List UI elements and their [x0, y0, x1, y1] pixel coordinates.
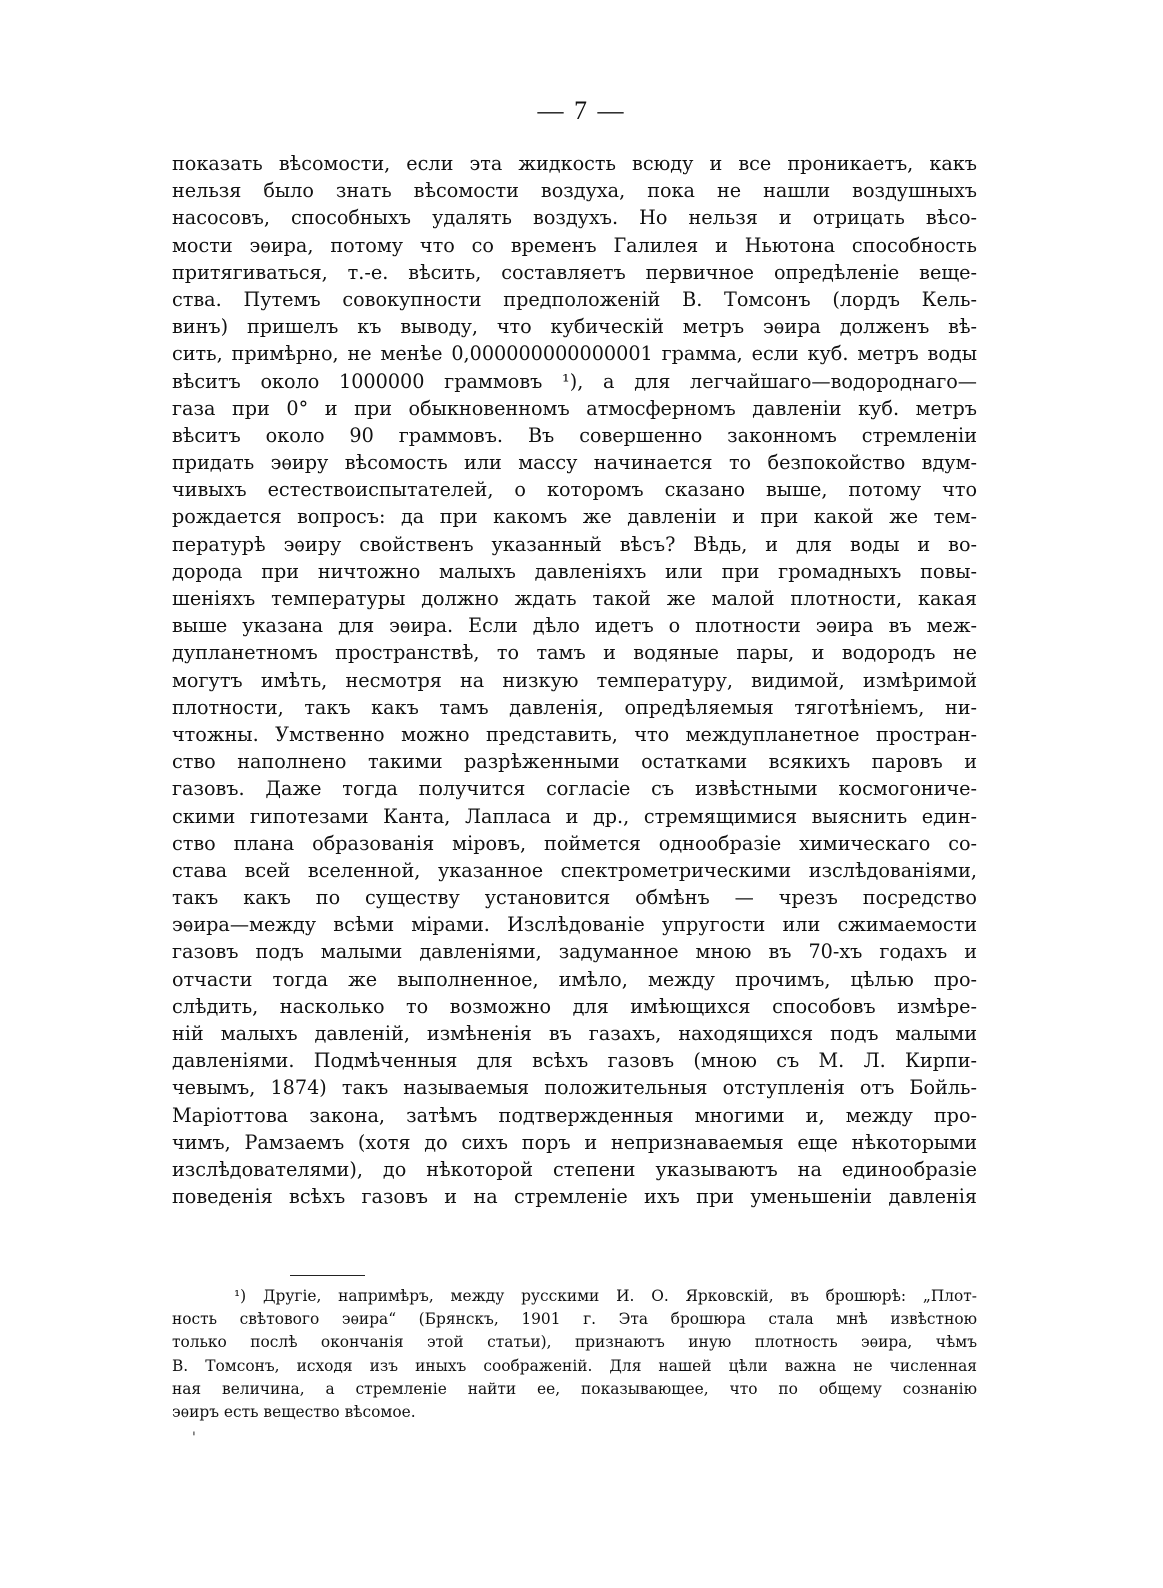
body-line: насосовъ, способныхъ удалять воздухъ. Но нельзя и отрицать вѣсо-	[172, 206, 977, 230]
body-line: ство наполнено такими разрѣженными остатками всякихъ паровъ и	[172, 750, 977, 774]
body-line: сить, примѣрно, не менѣе 0,000000000000001 грамма, если куб. метръ воды	[172, 342, 977, 366]
body-line: пературѣ эѳиру свойственъ указанный вѣсъ? Вѣдь, и для воды и во-	[172, 532, 977, 556]
body-line: става всей вселенной, указанное спектрометрическими изслѣдованіями,	[172, 858, 977, 882]
stray-print-mark: '	[192, 1430, 196, 1446]
body-line: отчасти тогда же выполненное, имѣло, между прочимъ, цѣлью про-	[172, 967, 977, 991]
body-line: газа при 0° и при обыкновенномъ атмосферномъ давленіи куб. метръ	[172, 396, 977, 420]
footnote-line: ная величина, а стремленіе найти ее, показывающее, что по общему сознанію	[172, 1379, 977, 1398]
body-line: поведенія всѣхъ газовъ и на стремленіе ихъ при уменьшеніи давленія	[172, 1185, 977, 1209]
body-line: чивыхъ естествоиспытателей, о которомъ сказано выше, потому что	[172, 478, 977, 502]
body-line: мости эѳира, потому что со временъ Галилея и Ньютона способность	[172, 233, 977, 257]
body-line: дупланетномъ пространствѣ, то тамъ и водяные пары, и водородъ не	[172, 641, 977, 665]
body-line: ній малыхъ давленій, измѣненія въ газахъ, находящихся подъ малыми	[172, 1022, 977, 1045]
body-line: притягиваться, т.-е. вѣсить, составляетъ первичное опредѣленіе веще-	[172, 260, 977, 284]
body-line: показать вѣсомости, если эта жидкость всюду и все проникаетъ, какъ	[172, 152, 977, 175]
body-line: Маріоттова закона, затѣмъ подтвержденныя многими и, между про-	[172, 1103, 977, 1127]
footnotes	[172, 1285, 977, 1424]
footnote-line: ¹) Другіе, напримѣръ, между русскими И. О. Ярковскій, въ брошюрѣ: „Плот-	[234, 1287, 977, 1305]
body-line: рождается вопросъ: да при какомъ же давленіи и при какой же тем-	[172, 505, 977, 529]
body-line: газовъ подъ малыми давленіями, задуманное мною въ 70-хъ годахъ и	[172, 940, 977, 964]
body-line: скими гипотезами Канта, Лапласа и др., стремящимися выяснить един-	[172, 804, 977, 828]
body-line: нельзя было знать вѣсомости воздуха, пока не нашли воздушныхъ	[172, 179, 977, 203]
footnote-line: эѳиръ есть вещество вѣсомое.	[172, 1402, 416, 1421]
body-line: вѣситъ около 90 граммовъ. Въ совершенно законномъ стремленіи	[172, 423, 977, 447]
body-line: ства. Путемъ совокупности предположеній В. Томсонъ (лордъ Кель-	[172, 287, 977, 311]
body-line: вѣситъ около 1000000 граммовъ ¹), а для легчайшаго—водороднаго—	[172, 369, 977, 393]
body-line: шеніяхъ температуры должно ждать такой же малой плотности, какая	[172, 587, 977, 610]
page-number: — 7 —	[537, 96, 626, 125]
body-line: изслѣдователями), до нѣкоторой степени указываютъ на единообразіе	[172, 1157, 977, 1181]
body-line: газовъ. Даже тогда получится согласіе съ извѣстными космогониче-	[172, 777, 977, 801]
body-line: плотности, такъ какъ тамъ давленія, опредѣляемыя тяготѣніемъ, ни-	[172, 695, 977, 719]
body-line: давленіями. Подмѣченныя для всѣхъ газовъ (мною съ М. Л. Кирпи-	[172, 1049, 977, 1073]
footnote-line: только послѣ окончанія этой статьи), признаютъ иную плотность эѳира, чѣмъ	[172, 1333, 977, 1352]
body-line: эѳира—между всѣми мірами. Изслѣдованіе упругости или сжимаемости	[172, 913, 977, 937]
body-line: чтожны. Умственно можно представить, что междупланетное простран-	[172, 722, 977, 746]
body-line: могутъ имѣть, несмотря на низкую температуру, видимой, измѣримой	[172, 668, 977, 692]
body-line: винъ) пришелъ къ выводу, что кубическій метръ эѳира долженъ вѣ-	[172, 315, 977, 339]
body-line: придать эѳиру вѣсомость или массу начинается то безпокойство вдум-	[172, 451, 977, 475]
body-line: дорода при ничтожно малыхъ давленіяхъ или при громадныхъ повы-	[172, 559, 977, 583]
body-text	[172, 150, 977, 1210]
footnote-line: В. Томсонъ, исходя изъ иныхъ соображеній. Для нашей цѣли важна не численная	[172, 1356, 977, 1375]
body-line: чимъ, Рамзаемъ (хотя до сихъ поръ и непризнаваемыя еще нѣкоторыми	[172, 1130, 977, 1154]
footnote-divider	[290, 1275, 365, 1276]
body-line: слѣдить, насколько то возможно для имѣющихся способовъ измѣре-	[172, 994, 977, 1018]
body-line: ство плана образованія міровъ, поймется однообразіе химическаго со-	[172, 831, 977, 855]
footnote-line: ность свѣтового эѳира“ (Брянскъ, 1901 г. Эта брошюра стала мнѣ извѣстною	[172, 1310, 977, 1329]
body-line: чевымъ, 1874) такъ называемыя положительныя отступленія отъ Бойль-	[172, 1076, 977, 1100]
body-line: такъ какъ по существу установится обмѣнъ — чрезъ посредство	[172, 886, 977, 910]
body-line: выше указана для эѳира. Если дѣло идетъ о плотности эѳира въ меж-	[172, 614, 977, 638]
